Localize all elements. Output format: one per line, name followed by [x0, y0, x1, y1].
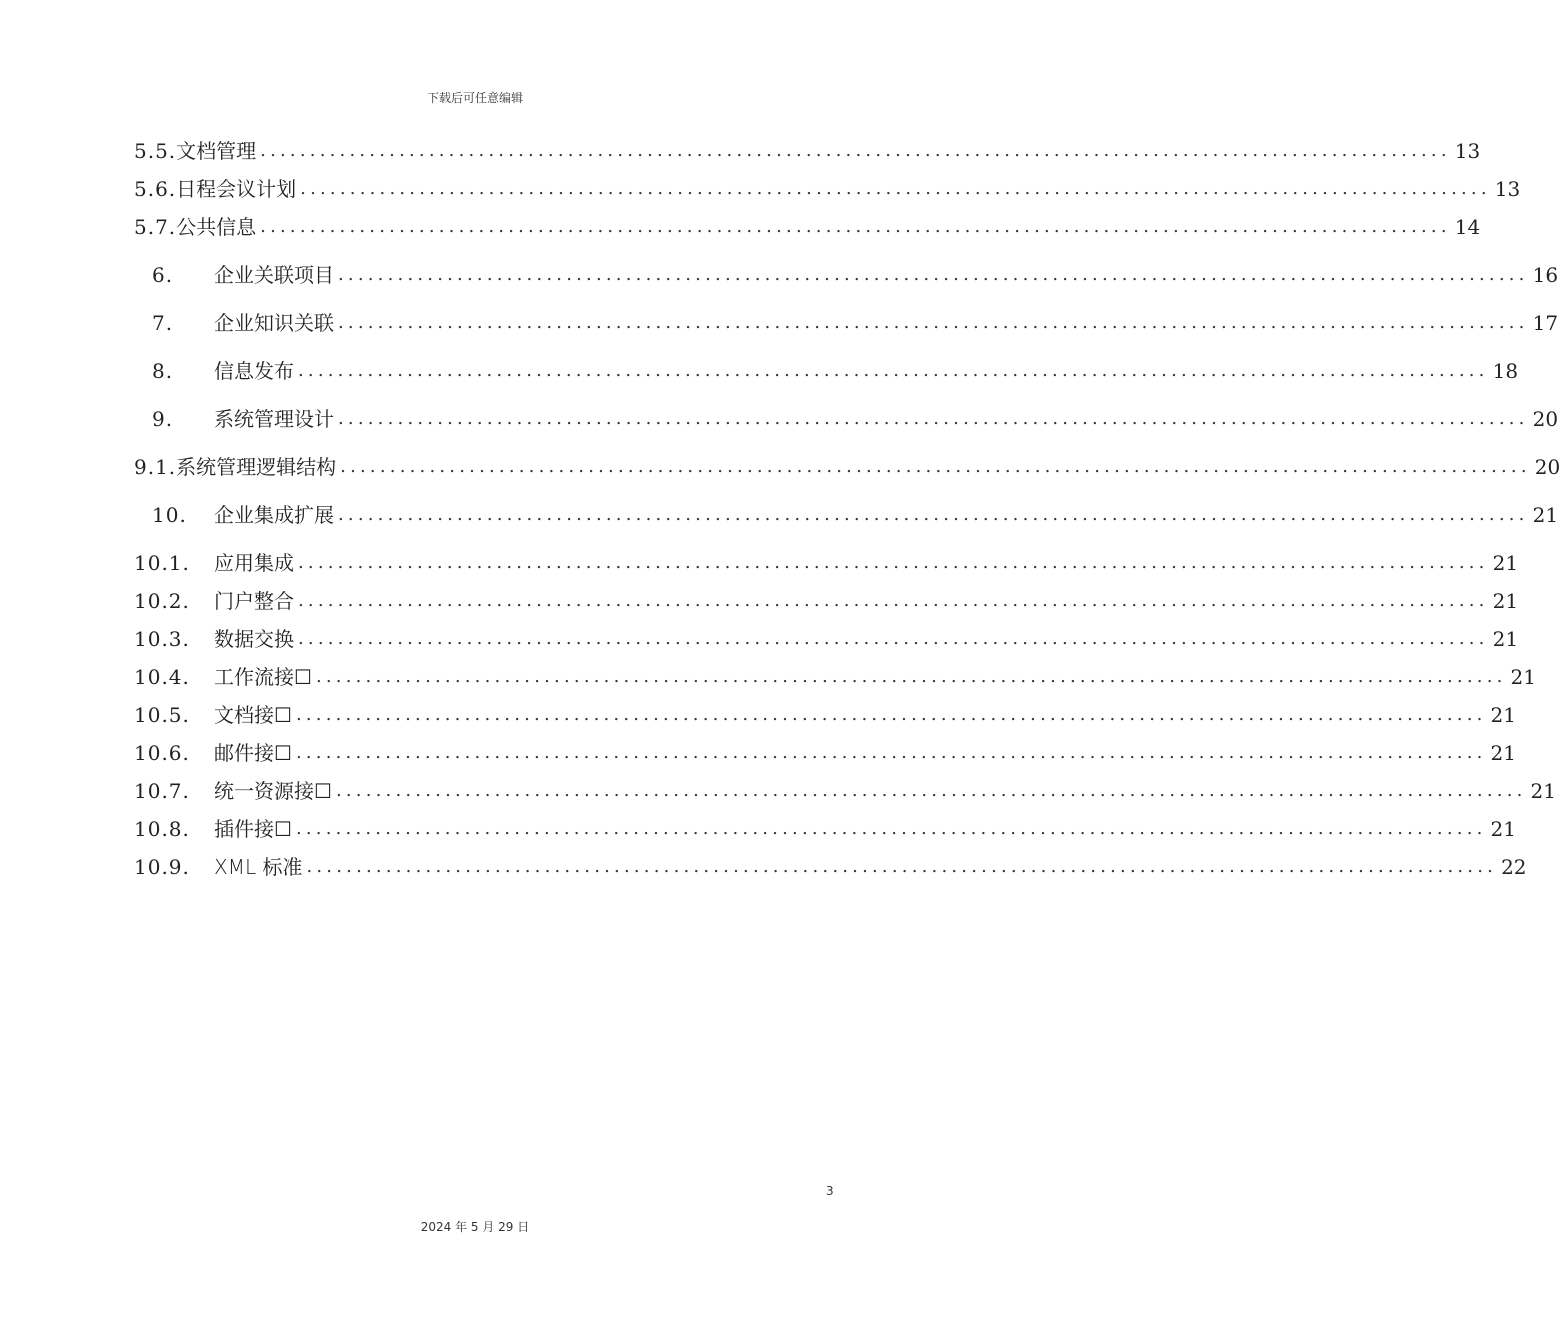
toc-entry[interactable] [134, 130, 1481, 164]
toc-entry-title: 统一资源接☐ [214, 779, 332, 803]
toc-entry-page: 14 [1454, 215, 1481, 239]
toc-entry-title: 信息发布 [214, 359, 294, 383]
toc-entry[interactable] [134, 168, 1521, 202]
toc-entry-number: 6. [152, 263, 174, 287]
toc-dot-leader: ........................................................................................................................ [298, 628, 1489, 649]
toc-entry-page: 17 [1532, 311, 1559, 335]
toc-entry[interactable] [134, 206, 1481, 240]
toc-entry-title: 数据交换 [214, 627, 294, 651]
toc-dot-leader: ........................................................................................................................ [295, 818, 1487, 839]
toc-entry-page: 16 [1532, 263, 1559, 287]
toc-entry-title: 公共信息 [176, 215, 257, 239]
toc-entry-title: 企业关联项目 [214, 263, 334, 287]
toc-dot-leader: ........................................................................................................................ [298, 360, 1489, 381]
toc-dot-leader: ........................................................................................................................ [306, 856, 1498, 877]
toc-entry-title: 企业知识关联 [214, 311, 334, 335]
toc-dot-leader: ........................................................................................................................ [338, 264, 1529, 285]
toc-entry-page: 22 [1501, 855, 1527, 879]
toc-dot-leader: ........................................................................................................................ [298, 552, 1489, 573]
toc-dot-leader: ........................................................................................................................ [260, 216, 1451, 237]
toc-entry-number: 9. [152, 407, 174, 431]
toc-dot-leader: ........................................................................................................................ [300, 178, 1491, 199]
toc-entry-title: XML 标准 [214, 855, 303, 879]
toc-entry-title: 门户整合 [214, 589, 294, 613]
toc-entry[interactable] [134, 770, 1556, 804]
toc-dot-leader: ........................................................................................................................ [338, 504, 1529, 525]
toc-entry-title: 工作流接☐ [214, 665, 312, 689]
toc-entry-page: 20 [1532, 407, 1559, 431]
page-header: 下载后可任意编辑 [426, 91, 523, 105]
toc-entry-number: 5.6. [134, 177, 177, 201]
toc-entry-title: 企业集成扩展 [214, 503, 334, 527]
toc-entry[interactable] [134, 350, 1519, 384]
toc-entry-number: 5.5. [134, 139, 177, 163]
toc-entry-page: 21 [1532, 503, 1559, 527]
toc-dot-leader: ........................................................................................................................ [340, 456, 1531, 477]
toc-entry-page: 13 [1454, 139, 1481, 163]
toc-entry-title: 文档管理 [176, 139, 257, 163]
toc-dot-leader: ........................................................................................................................ [338, 408, 1529, 429]
toc-entry-number: 10.4. [134, 665, 190, 689]
toc-dot-leader: ........................................................................................................................ [298, 590, 1489, 611]
toc-dot-leader: ........................................................................................................................ [338, 312, 1529, 333]
toc-entry[interactable] [134, 494, 1559, 528]
toc-entry[interactable] [134, 254, 1559, 288]
toc-entry-number: 10.6. [134, 741, 190, 765]
toc-entry-page: 21 [1492, 627, 1519, 651]
toc-entry-title: 应用集成 [214, 551, 294, 575]
toc-entry-number: 9.1. [134, 455, 177, 479]
toc-dot-leader: ........................................................................................................................ [295, 704, 1487, 725]
toc-entry-number: 7. [152, 311, 174, 335]
toc-entry[interactable] [134, 542, 1519, 576]
toc-entry-page: 13 [1494, 177, 1521, 201]
toc-entry-page: 21 [1530, 779, 1556, 803]
toc-entry[interactable] [134, 846, 1527, 880]
toc-entry-title: 系统管理设计 [214, 407, 334, 431]
toc-entry[interactable] [134, 398, 1559, 432]
toc-dot-leader: ........................................................................................................................ [335, 780, 1527, 801]
toc-entry-page: 21 [1490, 817, 1516, 841]
toc-dot-leader: ........................................................................................................................ [315, 666, 1507, 687]
toc-entry[interactable] [134, 446, 1560, 480]
toc-entry[interactable] [134, 580, 1519, 614]
toc-entry-page: 21 [1490, 741, 1516, 765]
toc-entry-number: 10.1. [134, 551, 190, 575]
toc-entry[interactable] [134, 618, 1519, 652]
toc-dot-leader: ........................................................................................................................ [295, 742, 1487, 763]
toc-entry-page: 20 [1534, 455, 1560, 479]
toc-entry-number: 10.3. [134, 627, 190, 651]
toc-entry-number: 10.5. [134, 703, 190, 727]
toc-entry[interactable] [134, 732, 1516, 766]
toc-entry[interactable] [134, 302, 1559, 336]
toc-entry-number: 10.2. [134, 589, 190, 613]
toc-entry-title: 邮件接☐ [214, 741, 292, 765]
toc-entry-title: 文档接☐ [214, 703, 292, 727]
toc-entry-page: 21 [1510, 665, 1536, 689]
toc-entry[interactable] [134, 694, 1516, 728]
toc-entry-title: 插件接☐ [214, 817, 292, 841]
toc-entry-number: 5.7. [134, 215, 177, 239]
toc-entry-page: 21 [1492, 551, 1519, 575]
toc-entry-page: 18 [1492, 359, 1519, 383]
toc-entry-number: 10.8. [134, 817, 190, 841]
page-number: 3 [826, 1184, 834, 1198]
toc-entry-number: 10.9. [134, 855, 190, 879]
toc-entry-page: 21 [1492, 589, 1519, 613]
toc-entry-page: 21 [1490, 703, 1516, 727]
toc-dot-leader: ........................................................................................................................ [260, 140, 1451, 161]
toc-entry-title: 日程会议计划 [176, 177, 297, 201]
toc-entry-number: 8. [152, 359, 174, 383]
page-footer-date: 2024 年 5 月 29 日 [420, 1220, 530, 1234]
toc-entry-title: 系统管理逻辑结构 [176, 455, 337, 479]
toc-entry[interactable] [134, 808, 1516, 842]
toc-entry-number: 10.7. [134, 779, 190, 803]
toc-entry-number: 10. [152, 503, 187, 527]
toc-entry[interactable] [134, 656, 1536, 690]
